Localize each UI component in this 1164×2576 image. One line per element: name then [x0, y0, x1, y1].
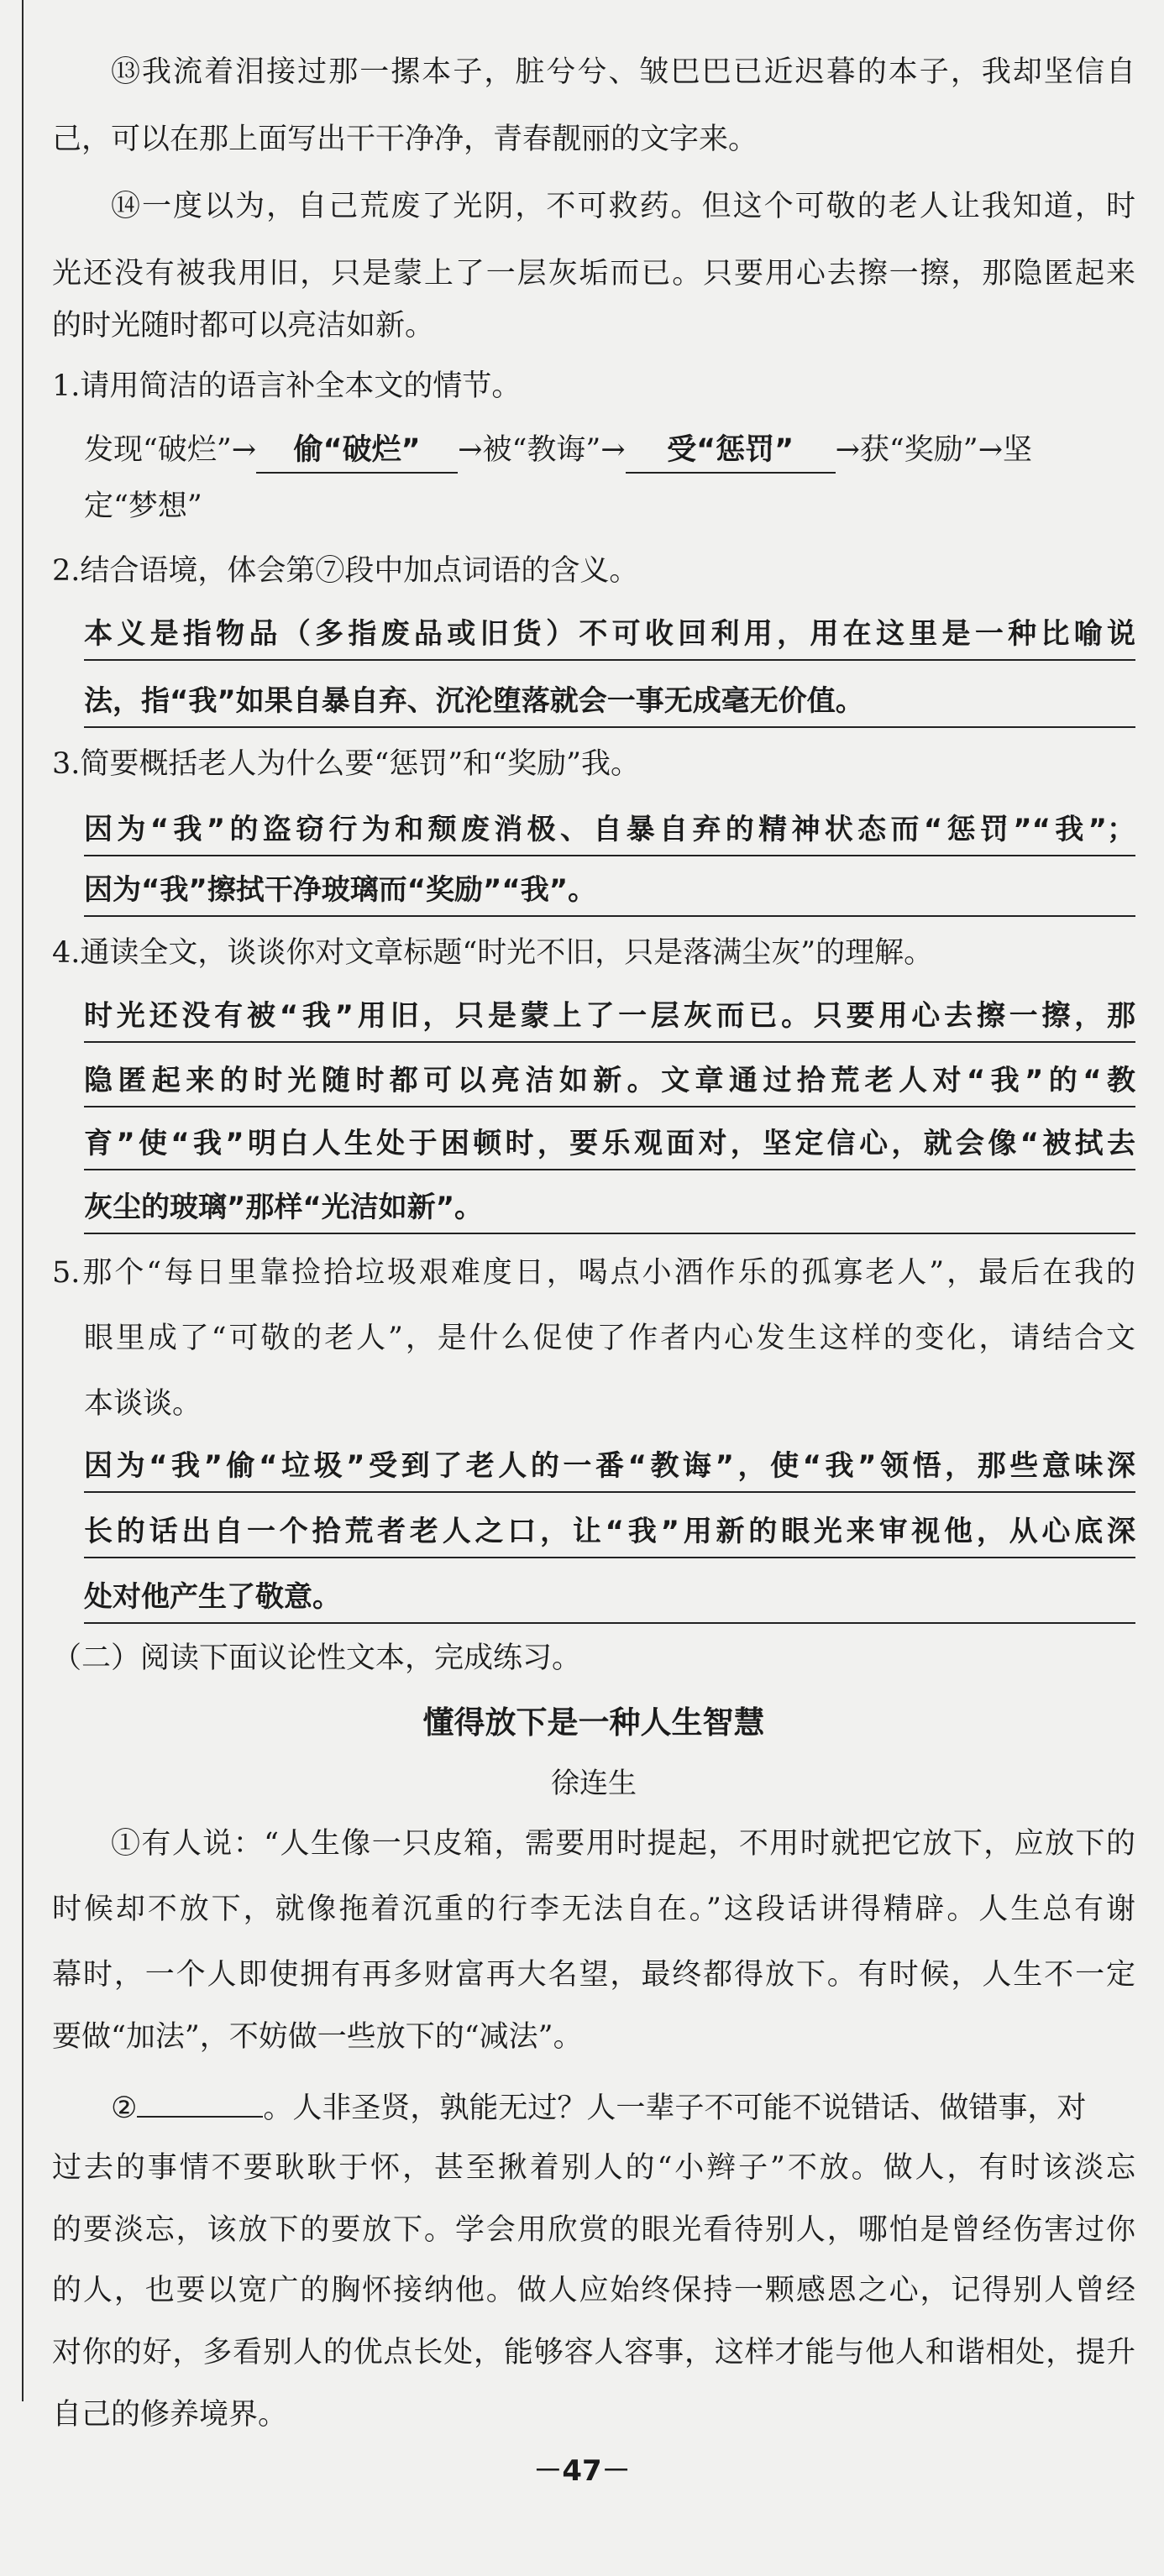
question-5-prompt-line-1: 5.那个“每日里靠捡拾垃圾艰难度日，喝点小酒作乐的孤寡老人”，最后在我的	[52, 1256, 1135, 1290]
article-paragraph-1-line-3: 幕时，一个人即使拥有再多财富再大名望，最终都得放下。有时候，人生不一定	[52, 1958, 1135, 1992]
article-paragraph-1-line-1: ①有人说：“人生像一只皮箱，需要用时提起，不用时就把它放下，应放下的	[111, 1827, 1135, 1861]
article-paragraph-2-line-2: 过去的事情不要耿耿于怀，甚至揪着别人的“小辫子”不放。做人，有时该淡忘	[52, 2151, 1135, 2185]
article-author: 徐连生	[551, 1767, 637, 1800]
article-paragraph-1-line-2: 时候却不放下，就像拖着沉重的行李无法自在。”这段话讲得精辟。人生总有谢	[52, 1893, 1135, 1926]
question-5-prompt-line-2: 眼里成了“可敬的老人”，是什么促使了作者内心发生这样的变化，请结合文	[84, 1322, 1135, 1355]
question-2-answer-line-1: 本义是指物品（多指废品或旧货）不可收回利用，用在这里是一种比喻说	[84, 609, 1135, 661]
paragraph-2-number: ②	[111, 2092, 138, 2125]
article-paragraph-2-line-4: 的人，也要以宽广的胸怀接纳他。做人应始终保持一颗感恩之心，记得别人曾经	[52, 2274, 1135, 2307]
paragraph-13-line-2: 己，可以在那上面写出干干净净，青春靓丽的文字来。	[52, 123, 758, 156]
q1-segment-3: →获“奖励”→坚	[835, 433, 1033, 467]
question-5-answer-line-3: 处对他产生了敬意。	[84, 1572, 1135, 1624]
paragraph-2-fill-blank[interactable]	[137, 2079, 263, 2118]
question-1-plot-chain	[84, 425, 1135, 475]
paragraph-13-line-1: ⑬我流着泪接过那一摞本子，脏兮兮、皱巴巴已近迟暮的本子，我却坚信自	[111, 55, 1135, 89]
q1-segment-1: 发现“破烂”→	[84, 433, 257, 467]
question-5-prompt-line-3: 本谈谈。	[84, 1387, 202, 1421]
question-4-answer-line-1: 时光还没有被“我”用旧，只是蒙上了一层灰而已。只要用心去擦一擦，那	[84, 991, 1135, 1043]
paragraph-14-line-1: ⑭一度以为，自己荒废了光阴，不可救药。但这个可敬的老人让我知道，时	[111, 190, 1135, 223]
article-paragraph-1-line-4: 要做“加法”，不妨做一些放下的“减法”。	[52, 2020, 583, 2054]
q1-answer-blank-1: 偷“破烂”	[256, 428, 458, 474]
question-3-answer-line-2: 因为“我”擦拭干净玻璃而“奖励”“我”。	[84, 865, 1135, 917]
question-5-answer-line-2: 长的话出自一个拾荒者老人之口，让“我”用新的眼光来审视他，从心底深	[84, 1506, 1135, 1558]
question-4-answer-line-4: 灰尘的玻璃”那样“光洁如新”。	[84, 1182, 1135, 1234]
page-number: －47－	[533, 2454, 631, 2488]
q1-segment-2: →被“教诲”→	[458, 433, 626, 467]
question-4-answer-line-2: 隐匿起来的时光随时都可以亮洁如新。文章通过拾荒老人对“我”的“教	[84, 1055, 1135, 1107]
paragraph-14-line-3: 的时光随时都可以亮洁如新。	[52, 309, 435, 343]
question-3-answer-line-1: 因为“我”的盗窃行为和颓废消极、自暴自弃的精神状态而“惩罚”“我”；	[84, 804, 1135, 856]
article-paragraph-2-line-1	[111, 2079, 1135, 2129]
question-2-answer-line-2: 法，指“我”如果自暴自弃、沉沦堕落就会一事无成毫无价值。	[84, 676, 1135, 728]
article-title: 懂得放下是一种人生智慧	[422, 1704, 765, 1741]
article-paragraph-2-line-6: 自己的修养境界。	[52, 2398, 288, 2432]
question-3-prompt: 3.简要概括老人为什么要“惩罚”和“奖励”我。	[52, 747, 640, 781]
article-paragraph-2-line-5: 对你的好，多看别人的优点长处，能够容人容事，这样才能与他人和谐相处，提升	[52, 2336, 1135, 2369]
paragraph-14-line-2: 光还没有被我用旧，只是蒙上了一层灰垢而已。只要用心去擦一擦，那隐匿起来	[52, 257, 1135, 291]
question-1-tail: 定“梦想”	[84, 490, 202, 523]
binding-margin-line	[22, 0, 24, 2401]
paragraph-2-first-line-rest: 。人非圣贤，孰能无过？人一辈子不可能不说错话、做错事，对	[263, 2092, 1087, 2125]
question-5-answer-line-1: 因为“我”偷“垃圾”受到了老人的一番“教诲”，使“我”领悟，那些意味深	[84, 1441, 1135, 1493]
question-1-prompt: 1.请用简洁的语言补全本文的情节。	[52, 369, 522, 403]
question-2-prompt: 2.结合语境，体会第⑦段中加点词语的含义。	[52, 554, 639, 588]
section-2-heading: （二）阅读下面议论性文本，完成练习。	[52, 1641, 582, 1675]
question-4-prompt: 4.通读全文，谈谈你对文章标题“时光不旧，只是落满尘灰”的理解。	[52, 936, 934, 970]
article-paragraph-2-line-3: 的要淡忘，该放下的要放下。学会用欣赏的眼光看待别人，哪怕是曾经伤害过你	[52, 2213, 1135, 2247]
q1-answer-blank-2: 受“惩罚”	[626, 428, 836, 474]
question-4-answer-line-3: 育”使“我”明白人生处于困顿时，要乐观面对，坚定信心，就会像“被拭去	[84, 1118, 1135, 1170]
